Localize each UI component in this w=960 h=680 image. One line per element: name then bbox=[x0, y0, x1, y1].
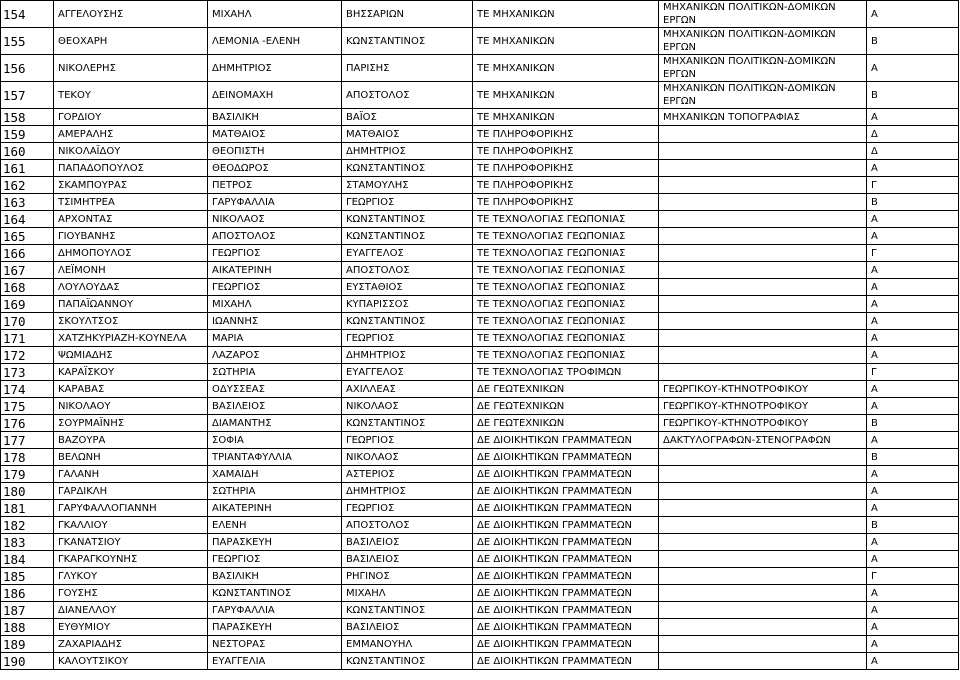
surname-cell: ΘΕΟΧΑΡΗ bbox=[54, 28, 208, 55]
first-name-cell: ΘΕΟΠΙΣΤΗ bbox=[208, 143, 342, 160]
surname-cell: ΤΕΚΟΥ bbox=[54, 82, 208, 109]
row-number: 161 bbox=[1, 160, 54, 177]
category-cell: Α bbox=[867, 1, 959, 28]
row-number: 174 bbox=[1, 381, 54, 398]
department-cell: ΤΕ ΠΛΗΡΟΦΟΡΙΚΗΣ bbox=[473, 177, 659, 194]
first-name-cell: ΙΩΑΝΝΗΣ bbox=[208, 313, 342, 330]
first-name-cell: ΔΕΙΝΟΜΑΧΗ bbox=[208, 82, 342, 109]
department-cell: ΤΕ ΤΕΧΝΟΛΟΓΙΑΣ ΓΕΩΠΟΝΙΑΣ bbox=[473, 313, 659, 330]
first-name-cell: ΛΕΜΟΝΙΑ -ΕΛΕΝΗ bbox=[208, 28, 342, 55]
table-row bbox=[1, 330, 959, 347]
surname-cell: ΓΚΑΛΛΙΟΥ bbox=[54, 517, 208, 534]
row-number: 173 bbox=[1, 364, 54, 381]
table-row bbox=[1, 55, 959, 82]
father-name-cell: ΒΑΣΙΛΕΙΟΣ bbox=[342, 551, 473, 568]
row-number: 169 bbox=[1, 296, 54, 313]
department-cell: ΔΕ ΔΙΟΙΚΗΤΙΚΩΝ ΓΡΑΜΜΑΤΕΩΝ bbox=[473, 449, 659, 466]
department-cell: ΔΕ ΔΙΟΙΚΗΤΙΚΩΝ ΓΡΑΜΜΑΤΕΩΝ bbox=[473, 517, 659, 534]
specialty-cell bbox=[659, 211, 867, 228]
table-row bbox=[1, 534, 959, 551]
row-number: 172 bbox=[1, 347, 54, 364]
specialty-cell: ΓΕΩΡΓΙΚΟΥ-ΚΤΗΝΟΤΡΟΦΙΚΟΥ bbox=[659, 381, 867, 398]
table-body bbox=[1, 1, 959, 670]
table-row bbox=[1, 296, 959, 313]
department-cell: ΤΕ ΜΗΧΑΝΙΚΩΝ bbox=[473, 55, 659, 82]
table-row bbox=[1, 347, 959, 364]
table-row bbox=[1, 364, 959, 381]
father-name-cell: ΑΠΟΣΤΟΛΟΣ bbox=[342, 262, 473, 279]
table-row bbox=[1, 653, 959, 670]
row-number: 181 bbox=[1, 500, 54, 517]
table-row bbox=[1, 143, 959, 160]
category-cell: Α bbox=[867, 211, 959, 228]
specialty-cell bbox=[659, 160, 867, 177]
surname-cell: ΓΟΥΣΗΣ bbox=[54, 585, 208, 602]
row-number: 183 bbox=[1, 534, 54, 551]
category-cell: Α bbox=[867, 483, 959, 500]
father-name-cell: ΝΙΚΟΛΑΟΣ bbox=[342, 449, 473, 466]
first-name-cell: ΔΙΑΜΑΝΤΗΣ bbox=[208, 415, 342, 432]
surname-cell: ΛΟΥΛΟΥΔΑΣ bbox=[54, 279, 208, 296]
surname-cell: ΓΙΟΥΒΑΝΗΣ bbox=[54, 228, 208, 245]
category-cell: Α bbox=[867, 296, 959, 313]
category-cell: Α bbox=[867, 262, 959, 279]
table-row bbox=[1, 228, 959, 245]
father-name-cell: ΚΩΝΣΤΑΝΤΙΝΟΣ bbox=[342, 211, 473, 228]
first-name-cell: ΣΩΤΗΡΙΑ bbox=[208, 364, 342, 381]
first-name-cell: ΒΑΣΙΛΙΚΗ bbox=[208, 109, 342, 126]
specialty-cell bbox=[659, 483, 867, 500]
specialty-cell bbox=[659, 568, 867, 585]
father-name-cell: ΚΩΝΣΤΑΝΤΙΝΟΣ bbox=[342, 653, 473, 670]
table-row bbox=[1, 466, 959, 483]
father-name-cell: ΚΩΝΣΤΑΝΤΙΝΟΣ bbox=[342, 602, 473, 619]
specialty-cell: ΜΗΧΑΝΙΚΩΝ ΠΟΛΙΤΙΚΩΝ-ΔΟΜΙΚΩΝ ΕΡΓΩΝ bbox=[659, 28, 867, 55]
father-name-cell: ΜΙΧΑΗΛ bbox=[342, 585, 473, 602]
specialty-cell bbox=[659, 313, 867, 330]
first-name-cell: ΓΑΡΥΦΑΛΛΙΑ bbox=[208, 602, 342, 619]
surname-cell: ΖΑΧΑΡΙΑΔΗΣ bbox=[54, 636, 208, 653]
father-name-cell: ΚΩΝΣΤΑΝΤΙΝΟΣ bbox=[342, 228, 473, 245]
specialty-cell bbox=[659, 585, 867, 602]
specialty-cell bbox=[659, 449, 867, 466]
row-number: 171 bbox=[1, 330, 54, 347]
row-number: 159 bbox=[1, 126, 54, 143]
department-cell: ΤΕ ΤΕΧΝΟΛΟΓΙΑΣ ΓΕΩΠΟΝΙΑΣ bbox=[473, 228, 659, 245]
surname-cell: ΝΙΚΟΛΑΟΥ bbox=[54, 398, 208, 415]
surname-cell: ΧΑΤΖΗΚΥΡΙΑΖΗ-ΚΟΥΝΕΛΑ bbox=[54, 330, 208, 347]
table-row bbox=[1, 262, 959, 279]
row-number: 162 bbox=[1, 177, 54, 194]
first-name-cell: ΓΑΡΥΦΑΛΛΙΑ bbox=[208, 194, 342, 211]
first-name-cell: ΝΙΚΟΛΑΟΣ bbox=[208, 211, 342, 228]
father-name-cell: ΚΩΝΣΤΑΝΤΙΝΟΣ bbox=[342, 28, 473, 55]
department-cell: ΤΕ ΜΗΧΑΝΙΚΩΝ bbox=[473, 1, 659, 28]
table-row bbox=[1, 517, 959, 534]
category-cell: Δ bbox=[867, 143, 959, 160]
first-name-cell: ΕΥΑΓΓΕΛΙΑ bbox=[208, 653, 342, 670]
department-cell: ΤΕ ΜΗΧΑΝΙΚΩΝ bbox=[473, 28, 659, 55]
row-number: 182 bbox=[1, 517, 54, 534]
category-cell: Α bbox=[867, 381, 959, 398]
specialty-cell bbox=[659, 228, 867, 245]
row-number: 156 bbox=[1, 55, 54, 82]
department-cell: ΤΕ ΠΛΗΡΟΦΟΡΙΚΗΣ bbox=[473, 126, 659, 143]
first-name-cell: ΟΔΥΣΣΕΑΣ bbox=[208, 381, 342, 398]
row-number: 185 bbox=[1, 568, 54, 585]
specialty-cell: ΔΑΚΤΥΛΟΓΡΑΦΩΝ-ΣΤΕΝΟΓΡΑΦΩΝ bbox=[659, 432, 867, 449]
category-cell: Γ bbox=[867, 245, 959, 262]
surname-cell: ΓΚΑΡΑΓΚΟΥΝΗΣ bbox=[54, 551, 208, 568]
father-name-cell: ΚΥΠΑΡΙΣΣΟΣ bbox=[342, 296, 473, 313]
specialty-cell bbox=[659, 245, 867, 262]
row-number: 184 bbox=[1, 551, 54, 568]
father-name-cell: ΑΠΟΣΤΟΛΟΣ bbox=[342, 517, 473, 534]
row-number: 165 bbox=[1, 228, 54, 245]
department-cell: ΔΕ ΓΕΩΤΕΧΝΙΚΩΝ bbox=[473, 415, 659, 432]
specialty-cell bbox=[659, 636, 867, 653]
specialty-cell: ΓΕΩΡΓΙΚΟΥ-ΚΤΗΝΟΤΡΟΦΙΚΟΥ bbox=[659, 415, 867, 432]
specialty-cell bbox=[659, 619, 867, 636]
row-number: 190 bbox=[1, 653, 54, 670]
father-name-cell: ΔΗΜΗΤΡΙΟΣ bbox=[342, 483, 473, 500]
department-cell: ΤΕ ΠΛΗΡΟΦΟΡΙΚΗΣ bbox=[473, 160, 659, 177]
category-cell: Α bbox=[867, 500, 959, 517]
specialty-cell bbox=[659, 330, 867, 347]
surname-cell: ΝΙΚΟΛΕΡΗΣ bbox=[54, 55, 208, 82]
specialty-cell: ΜΗΧΑΝΙΚΩΝ ΤΟΠΟΓΡΑΦΙΑΣ bbox=[659, 109, 867, 126]
first-name-cell: ΒΑΣΙΛΕΙΟΣ bbox=[208, 398, 342, 415]
first-name-cell: ΜΙΧΑΗΛ bbox=[208, 296, 342, 313]
surname-cell: ΛΕΪΜΟΝΗ bbox=[54, 262, 208, 279]
father-name-cell: ΕΥΑΓΓΕΛΟΣ bbox=[342, 245, 473, 262]
table-row bbox=[1, 449, 959, 466]
row-number: 160 bbox=[1, 143, 54, 160]
father-name-cell: ΕΥΑΓΓΕΛΟΣ bbox=[342, 364, 473, 381]
surname-cell: ΓΑΛΑΝΗ bbox=[54, 466, 208, 483]
table-row bbox=[1, 585, 959, 602]
specialty-cell bbox=[659, 279, 867, 296]
category-cell: Α bbox=[867, 330, 959, 347]
table-row bbox=[1, 551, 959, 568]
father-name-cell: ΓΕΩΡΓΙΟΣ bbox=[342, 330, 473, 347]
department-cell: ΤΕ ΤΕΧΝΟΛΟΓΙΑΣ ΓΕΩΠΟΝΙΑΣ bbox=[473, 279, 659, 296]
department-cell: ΤΕ ΤΕΧΝΟΛΟΓΙΑΣ ΤΡΟΦΙΜΩΝ bbox=[473, 364, 659, 381]
first-name-cell: ΓΕΩΡΓΙΟΣ bbox=[208, 279, 342, 296]
first-name-cell: ΓΕΩΡΓΙΟΣ bbox=[208, 245, 342, 262]
father-name-cell: ΠΑΡΙΣΗΣ bbox=[342, 55, 473, 82]
first-name-cell: ΒΑΣΙΛΙΚΗ bbox=[208, 568, 342, 585]
surname-cell: ΝΙΚΟΛΑΪΔΟΥ bbox=[54, 143, 208, 160]
specialty-cell bbox=[659, 296, 867, 313]
row-number: 178 bbox=[1, 449, 54, 466]
specialty-cell bbox=[659, 551, 867, 568]
surname-cell: ΔΗΜΟΠΟΥΛΟΣ bbox=[54, 245, 208, 262]
department-cell: ΔΕ ΔΙΟΙΚΗΤΙΚΩΝ ΓΡΑΜΜΑΤΕΩΝ bbox=[473, 500, 659, 517]
first-name-cell: ΑΙΚΑΤΕΡΙΝΗ bbox=[208, 500, 342, 517]
row-number: 176 bbox=[1, 415, 54, 432]
category-cell: Β bbox=[867, 82, 959, 109]
department-cell: ΔΕ ΔΙΟΙΚΗΤΙΚΩΝ ΓΡΑΜΜΑΤΕΩΝ bbox=[473, 636, 659, 653]
table-row bbox=[1, 109, 959, 126]
department-cell: ΔΕ ΔΙΟΙΚΗΤΙΚΩΝ ΓΡΑΜΜΑΤΕΩΝ bbox=[473, 534, 659, 551]
father-name-cell: ΒΑΣΙΛΕΙΟΣ bbox=[342, 619, 473, 636]
category-cell: Γ bbox=[867, 177, 959, 194]
specialty-cell: ΜΗΧΑΝΙΚΩΝ ΠΟΛΙΤΙΚΩΝ-ΔΟΜΙΚΩΝ ΕΡΓΩΝ bbox=[659, 1, 867, 28]
surname-cell: ΣΚΑΜΠΟΥΡΑΣ bbox=[54, 177, 208, 194]
department-cell: ΔΕ ΔΙΟΙΚΗΤΙΚΩΝ ΓΡΑΜΜΑΤΕΩΝ bbox=[473, 585, 659, 602]
father-name-cell: ΚΩΝΣΤΑΝΤΙΝΟΣ bbox=[342, 160, 473, 177]
row-number: 155 bbox=[1, 28, 54, 55]
specialty-cell bbox=[659, 653, 867, 670]
specialty-cell bbox=[659, 177, 867, 194]
category-cell: Α bbox=[867, 585, 959, 602]
table-row bbox=[1, 82, 959, 109]
table-row bbox=[1, 568, 959, 585]
department-cell: ΔΕ ΔΙΟΙΚΗΤΙΚΩΝ ΓΡΑΜΜΑΤΕΩΝ bbox=[473, 619, 659, 636]
surname-cell: ΠΑΠΑΔΟΠΟΥΛΟΣ bbox=[54, 160, 208, 177]
category-cell: Γ bbox=[867, 568, 959, 585]
department-cell: ΤΕ ΤΕΧΝΟΛΟΓΙΑΣ ΓΕΩΠΟΝΙΑΣ bbox=[473, 330, 659, 347]
surname-cell: ΑΡΧΟΝΤΑΣ bbox=[54, 211, 208, 228]
category-cell: Α bbox=[867, 109, 959, 126]
category-cell: Α bbox=[867, 619, 959, 636]
surname-cell: ΓΟΡΔΙΟΥ bbox=[54, 109, 208, 126]
row-number: 179 bbox=[1, 466, 54, 483]
table-row bbox=[1, 194, 959, 211]
first-name-cell: ΜΙΧΑΗΛ bbox=[208, 1, 342, 28]
specialty-cell bbox=[659, 262, 867, 279]
department-cell: ΔΕ ΔΙΟΙΚΗΤΙΚΩΝ ΓΡΑΜΜΑΤΕΩΝ bbox=[473, 602, 659, 619]
table-row bbox=[1, 381, 959, 398]
row-number: 158 bbox=[1, 109, 54, 126]
department-cell: ΔΕ ΔΙΟΙΚΗΤΙΚΩΝ ΓΡΑΜΜΑΤΕΩΝ bbox=[473, 483, 659, 500]
row-number: 166 bbox=[1, 245, 54, 262]
category-cell: Β bbox=[867, 28, 959, 55]
category-cell: Α bbox=[867, 160, 959, 177]
specialty-cell: ΓΕΩΡΓΙΚΟΥ-ΚΤΗΝΟΤΡΟΦΙΚΟΥ bbox=[659, 398, 867, 415]
table-row bbox=[1, 177, 959, 194]
table-row bbox=[1, 279, 959, 296]
table-row bbox=[1, 160, 959, 177]
category-cell: Α bbox=[867, 534, 959, 551]
first-name-cell: ΧΑΜΑΙΔΗ bbox=[208, 466, 342, 483]
first-name-cell: ΤΡΙΑΝΤΑΦΥΛΛΙΑ bbox=[208, 449, 342, 466]
specialty-cell bbox=[659, 364, 867, 381]
surname-cell: ΨΩΜΙΑΔΗΣ bbox=[54, 347, 208, 364]
first-name-cell: ΣΩΤΗΡΙΑ bbox=[208, 483, 342, 500]
father-name-cell: ΚΩΝΣΤΑΝΤΙΝΟΣ bbox=[342, 313, 473, 330]
specialty-cell: ΜΗΧΑΝΙΚΩΝ ΠΟΛΙΤΙΚΩΝ-ΔΟΜΙΚΩΝ ΕΡΓΩΝ bbox=[659, 55, 867, 82]
first-name-cell: ΕΛΕΝΗ bbox=[208, 517, 342, 534]
category-cell: Α bbox=[867, 602, 959, 619]
department-cell: ΤΕ ΤΕΧΝΟΛΟΓΙΑΣ ΓΕΩΠΟΝΙΑΣ bbox=[473, 296, 659, 313]
category-cell: Δ bbox=[867, 126, 959, 143]
specialty-cell bbox=[659, 602, 867, 619]
department-cell: ΔΕ ΔΙΟΙΚΗΤΙΚΩΝ ΓΡΑΜΜΑΤΕΩΝ bbox=[473, 551, 659, 568]
first-name-cell: ΛΑΖΑΡΟΣ bbox=[208, 347, 342, 364]
table-row bbox=[1, 619, 959, 636]
specialty-cell bbox=[659, 500, 867, 517]
surname-cell: ΒΑΖΟΥΡΑ bbox=[54, 432, 208, 449]
row-number: 180 bbox=[1, 483, 54, 500]
department-cell: ΔΕ ΓΕΩΤΕΧΝΙΚΩΝ bbox=[473, 381, 659, 398]
table-row bbox=[1, 500, 959, 517]
specialty-cell bbox=[659, 126, 867, 143]
row-number: 157 bbox=[1, 82, 54, 109]
row-number: 189 bbox=[1, 636, 54, 653]
father-name-cell: ΒΑΣΙΛΕΙΟΣ bbox=[342, 534, 473, 551]
department-cell: ΤΕ ΤΕΧΝΟΛΟΓΙΑΣ ΓΕΩΠΟΝΙΑΣ bbox=[473, 262, 659, 279]
surname-cell: ΓΑΡΔΙΚΛΗ bbox=[54, 483, 208, 500]
first-name-cell: ΑΠΟΣΤΟΛΟΣ bbox=[208, 228, 342, 245]
first-name-cell: ΜΑΤΘΑΙΟΣ bbox=[208, 126, 342, 143]
department-cell: ΤΕ ΜΗΧΑΝΙΚΩΝ bbox=[473, 82, 659, 109]
surname-cell: ΠΑΠΑΪΩΑΝΝΟΥ bbox=[54, 296, 208, 313]
table-row bbox=[1, 313, 959, 330]
father-name-cell: ΜΑΤΘΑΙΟΣ bbox=[342, 126, 473, 143]
department-cell: ΔΕ ΔΙΟΙΚΗΤΙΚΩΝ ΓΡΑΜΜΑΤΕΩΝ bbox=[473, 568, 659, 585]
first-name-cell: ΑΙΚΑΤΕΡΙΝΗ bbox=[208, 262, 342, 279]
surname-cell: ΤΣΙΜΗΤΡΕΑ bbox=[54, 194, 208, 211]
father-name-cell: ΕΜΜΑΝΟΥΗΛ bbox=[342, 636, 473, 653]
father-name-cell: ΑΣΤΕΡΙΟΣ bbox=[342, 466, 473, 483]
table-row bbox=[1, 398, 959, 415]
father-name-cell: ΓΕΩΡΓΙΟΣ bbox=[342, 194, 473, 211]
row-number: 154 bbox=[1, 1, 54, 28]
row-number: 164 bbox=[1, 211, 54, 228]
row-number: 167 bbox=[1, 262, 54, 279]
category-cell: Α bbox=[867, 55, 959, 82]
surname-cell: ΒΕΛΩΝΗ bbox=[54, 449, 208, 466]
table-row bbox=[1, 415, 959, 432]
first-name-cell: ΠΑΡΑΣΚΕΥΗ bbox=[208, 534, 342, 551]
father-name-cell: ΡΗΓΙΝΟΣ bbox=[342, 568, 473, 585]
father-name-cell: ΔΗΜΗΤΡΙΟΣ bbox=[342, 143, 473, 160]
category-cell: Α bbox=[867, 636, 959, 653]
father-name-cell: ΓΕΩΡΓΙΟΣ bbox=[342, 500, 473, 517]
first-name-cell: ΓΕΩΡΓΙΟΣ bbox=[208, 551, 342, 568]
department-cell: ΤΕ ΜΗΧΑΝΙΚΩΝ bbox=[473, 109, 659, 126]
surname-cell: ΕΥΘΥΜΙΟΥ bbox=[54, 619, 208, 636]
specialty-cell bbox=[659, 534, 867, 551]
department-cell: ΤΕ ΠΛΗΡΟΦΟΡΙΚΗΣ bbox=[473, 194, 659, 211]
specialty-cell bbox=[659, 347, 867, 364]
category-cell: Β bbox=[867, 194, 959, 211]
surname-cell: ΚΑΡΑΪΣΚΟΥ bbox=[54, 364, 208, 381]
category-cell: Α bbox=[867, 347, 959, 364]
surname-cell: ΓΑΡΥΦΑΛΛΟΓΙΑΝΝΗ bbox=[54, 500, 208, 517]
specialty-cell bbox=[659, 517, 867, 534]
specialty-cell bbox=[659, 143, 867, 160]
category-cell: Α bbox=[867, 313, 959, 330]
surname-cell: ΑΓΓΕΛΟΥΣΗΣ bbox=[54, 1, 208, 28]
specialty-cell bbox=[659, 466, 867, 483]
father-name-cell: ΣΤΑΜΟΥΛΗΣ bbox=[342, 177, 473, 194]
first-name-cell: ΜΑΡΙΑ bbox=[208, 330, 342, 347]
surname-cell: ΚΑΛΟΥΤΣΙΚΟΥ bbox=[54, 653, 208, 670]
table-row bbox=[1, 602, 959, 619]
father-name-cell: ΑΧΙΛΛΕΑΣ bbox=[342, 381, 473, 398]
category-cell: Α bbox=[867, 398, 959, 415]
department-cell: ΔΕ ΔΙΟΙΚΗΤΙΚΩΝ ΓΡΑΜΜΑΤΕΩΝ bbox=[473, 432, 659, 449]
father-name-cell: ΔΗΜΗΤΡΙΟΣ bbox=[342, 347, 473, 364]
category-cell: Α bbox=[867, 279, 959, 296]
row-number: 177 bbox=[1, 432, 54, 449]
table-row bbox=[1, 245, 959, 262]
father-name-cell: ΝΙΚΟΛΑΟΣ bbox=[342, 398, 473, 415]
category-cell: Γ bbox=[867, 364, 959, 381]
category-cell: Β bbox=[867, 449, 959, 466]
category-cell: Β bbox=[867, 415, 959, 432]
table-row bbox=[1, 483, 959, 500]
father-name-cell: ΒΑΪΟΣ bbox=[342, 109, 473, 126]
surname-cell: ΣΟΥΡΜΑΪΝΗΣ bbox=[54, 415, 208, 432]
row-number: 188 bbox=[1, 619, 54, 636]
table-row bbox=[1, 432, 959, 449]
table-row bbox=[1, 1, 959, 28]
department-cell: ΤΕ ΤΕΧΝΟΛΟΓΙΑΣ ΓΕΩΠΟΝΙΑΣ bbox=[473, 211, 659, 228]
category-cell: Α bbox=[867, 653, 959, 670]
department-cell: ΤΕ ΠΛΗΡΟΦΟΡΙΚΗΣ bbox=[473, 143, 659, 160]
department-cell: ΤΕ ΤΕΧΝΟΛΟΓΙΑΣ ΓΕΩΠΟΝΙΑΣ bbox=[473, 347, 659, 364]
department-cell: ΤΕ ΤΕΧΝΟΛΟΓΙΑΣ ΓΕΩΠΟΝΙΑΣ bbox=[473, 245, 659, 262]
category-cell: Α bbox=[867, 466, 959, 483]
row-number: 168 bbox=[1, 279, 54, 296]
first-name-cell: ΘΕΟΔΩΡΟΣ bbox=[208, 160, 342, 177]
department-cell: ΔΕ ΔΙΟΙΚΗΤΙΚΩΝ ΓΡΑΜΜΑΤΕΩΝ bbox=[473, 466, 659, 483]
table-row bbox=[1, 636, 959, 653]
row-number: 186 bbox=[1, 585, 54, 602]
department-cell: ΔΕ ΔΙΟΙΚΗΤΙΚΩΝ ΓΡΑΜΜΑΤΕΩΝ bbox=[473, 653, 659, 670]
table-row bbox=[1, 28, 959, 55]
surname-cell: ΚΑΡΑΒΑΣ bbox=[54, 381, 208, 398]
surname-cell: ΔΙΑΝΕΛΛΟΥ bbox=[54, 602, 208, 619]
first-name-cell: ΔΗΜΗΤΡΙΟΣ bbox=[208, 55, 342, 82]
first-name-cell: ΠΑΡΑΣΚΕΥΗ bbox=[208, 619, 342, 636]
first-name-cell: ΝΕΣΤΟΡΑΣ bbox=[208, 636, 342, 653]
row-number: 163 bbox=[1, 194, 54, 211]
table-row bbox=[1, 126, 959, 143]
first-name-cell: ΠΕΤΡΟΣ bbox=[208, 177, 342, 194]
father-name-cell: ΓΕΩΡΓΙΟΣ bbox=[342, 432, 473, 449]
father-name-cell: ΚΩΝΣΤΑΝΤΙΝΟΣ bbox=[342, 415, 473, 432]
father-name-cell: ΒΗΣΣΑΡΙΩΝ bbox=[342, 1, 473, 28]
father-name-cell: ΕΥΣΤΑΘΙΟΣ bbox=[342, 279, 473, 296]
father-name-cell: ΑΠΟΣΤΟΛΟΣ bbox=[342, 82, 473, 109]
row-number: 175 bbox=[1, 398, 54, 415]
category-cell: Β bbox=[867, 517, 959, 534]
department-cell: ΔΕ ΓΕΩΤΕΧΝΙΚΩΝ bbox=[473, 398, 659, 415]
category-cell: Α bbox=[867, 551, 959, 568]
first-name-cell: ΚΩΝΣΤΑΝΤΙΝΟΣ bbox=[208, 585, 342, 602]
row-number: 170 bbox=[1, 313, 54, 330]
specialty-cell: ΜΗΧΑΝΙΚΩΝ ΠΟΛΙΤΙΚΩΝ-ΔΟΜΙΚΩΝ ΕΡΓΩΝ bbox=[659, 82, 867, 109]
surname-cell: ΣΚΟΥΛΤΣΟΣ bbox=[54, 313, 208, 330]
surname-cell: ΓΛΥΚΟΥ bbox=[54, 568, 208, 585]
category-cell: Α bbox=[867, 228, 959, 245]
table-row bbox=[1, 211, 959, 228]
specialty-cell bbox=[659, 194, 867, 211]
surname-cell: ΓΚΑΝΑΤΣΙΟΥ bbox=[54, 534, 208, 551]
category-cell: Α bbox=[867, 432, 959, 449]
row-number: 187 bbox=[1, 602, 54, 619]
surname-cell: ΑΜΕΡΑΛΗΣ bbox=[54, 126, 208, 143]
first-name-cell: ΣΟΦΙΑ bbox=[208, 432, 342, 449]
